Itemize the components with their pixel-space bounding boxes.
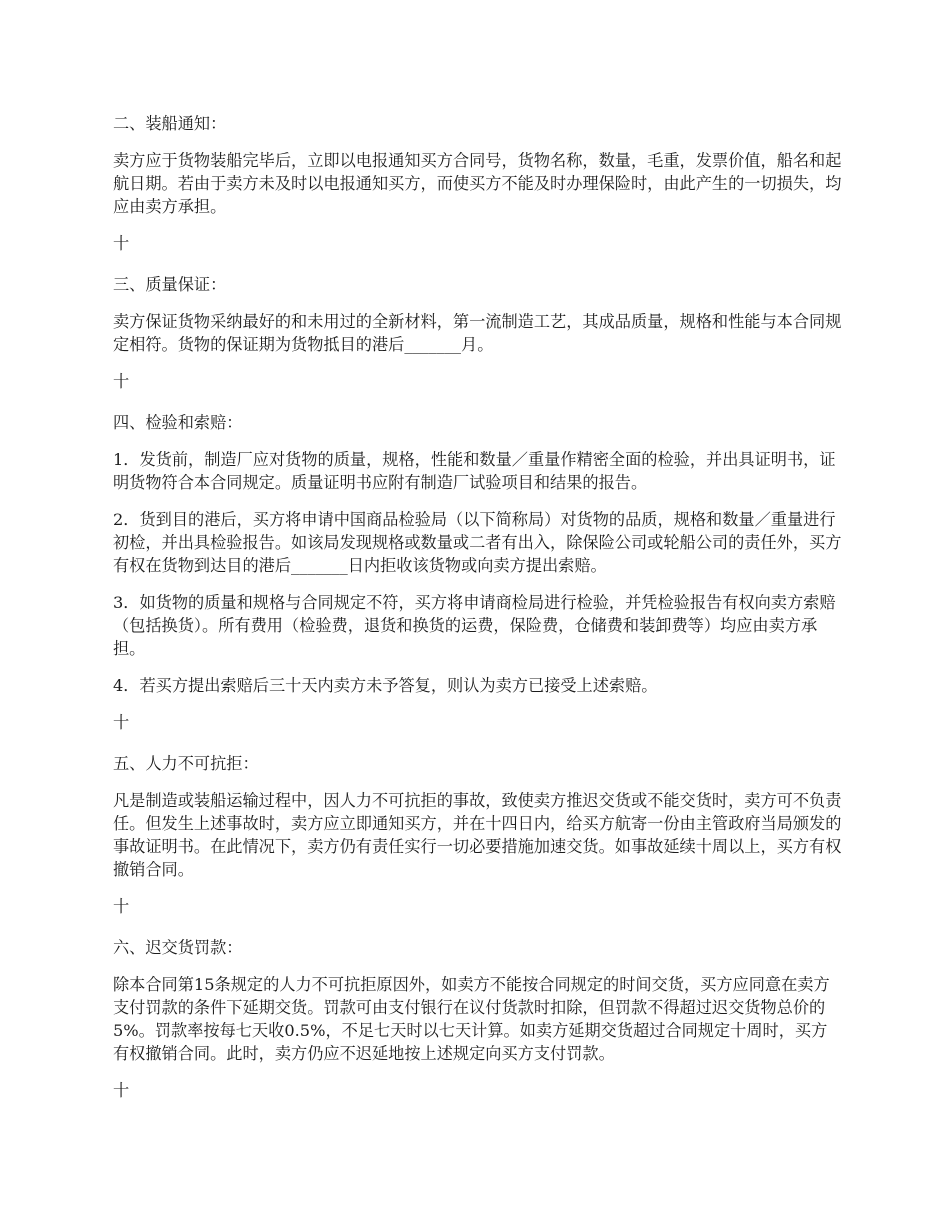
document-page [113,112,843,1120]
paragraph-quality-guarantee: 卖方保证货物采纳最好的和未用过的全新材料，第一流制造工艺，其成品质量，规格和性能与本合同规定相符。货物的保证期为货物抵目的港后_______月。 [113,312,842,354]
section-separator: 十 [113,372,130,391]
section-separator: 十 [113,234,130,253]
section-heading-quality-guarantee: 三、质量保证： [113,275,227,294]
section-separator: 十 [113,897,130,916]
section-heading-late-delivery-penalty: 六、迟交货罚款： [113,938,243,957]
section-heading-inspection-claims: 四、检验和索赔： [113,413,243,432]
section-separator: 十 [113,713,130,732]
paragraph-inspection-item-2: 2．货到目的港后，买方将申请中国商品检验局（以下简称局）对货物的品质，规格和数量／重量进行初检，并出具检验报告。如该局发现规格或数量或二者有出入，除保险公司或轮船公司的责任外，买方有权在货物到达目的港后_______日内拒收该货物或向卖方提出索赔。 [113,510,842,575]
section-separator: 十 [113,1081,130,1100]
paragraph-force-majeure: 凡是制造或装船运输过程中，因人力不可抗拒的事故，致使卖方推迟交货或不能交货时，卖方可不负责任。但发生上述事故时，卖方应立即通知买方，并在十四日内，给买方航寄一份由主管政府当局颁发的事故证明书。在此情况下，卖方仍有责任实行一切必要措施加速交货。如事故延续十周以上，买方有权撤销合同。 [113,791,842,879]
paragraph-inspection-item-4: 4．若买方提出索赔后三十天内卖方未予答复，则认为卖方已接受上述索赔。 [113,676,658,695]
paragraph-late-delivery-penalty: 除本合同第15条规定的人力不可抗拒原因外，如卖方不能按合同规定的时间交货，买方应同意在卖方支付罚款的条件下延期交货。罚款可由支付银行在议付货款时扣除，但罚款不得超过迟交货物总价的5%。罚款率按每七天收0.5%，不足七天时以七天计算。如卖方延期交货超过合同规定十周时，买方有权撤销合同。此时，卖方仍应不迟延地按上述规定向买方支付罚款。 [113,975,830,1063]
paragraph-inspection-item-1: 1．发货前，制造厂应对货物的质量，规格，性能和数量／重量作精密全面的检验，并出具证明书，证明货物符合本合同规定。质量证明书应附有制造厂试验项目和结果的报告。 [113,450,836,492]
paragraph-inspection-item-3: 3．如货物的质量和规格与合同规定不符，买方将申请商检局进行检验，并凭检验报告有权向卖方索赔（包括换货）。所有费用（检验费，退货和换货的运费，保险费，仓储费和装卸费等）均应由卖方承担。 [113,593,836,658]
section-heading-shipping-notice: 二、装船通知： [113,114,227,133]
section-heading-force-majeure: 五、人力不可抗拒： [113,754,259,773]
paragraph-shipping-notice: 卖方应于货物装船完毕后，立即以电报通知买方合同号，货物名称，数量，毛重，发票价值，船名和起航日期。若由于卖方未及时以电报通知买方，而使买方不能及时办理保险时，由此产生的一切损失，均应由卖方承担。 [113,151,842,216]
